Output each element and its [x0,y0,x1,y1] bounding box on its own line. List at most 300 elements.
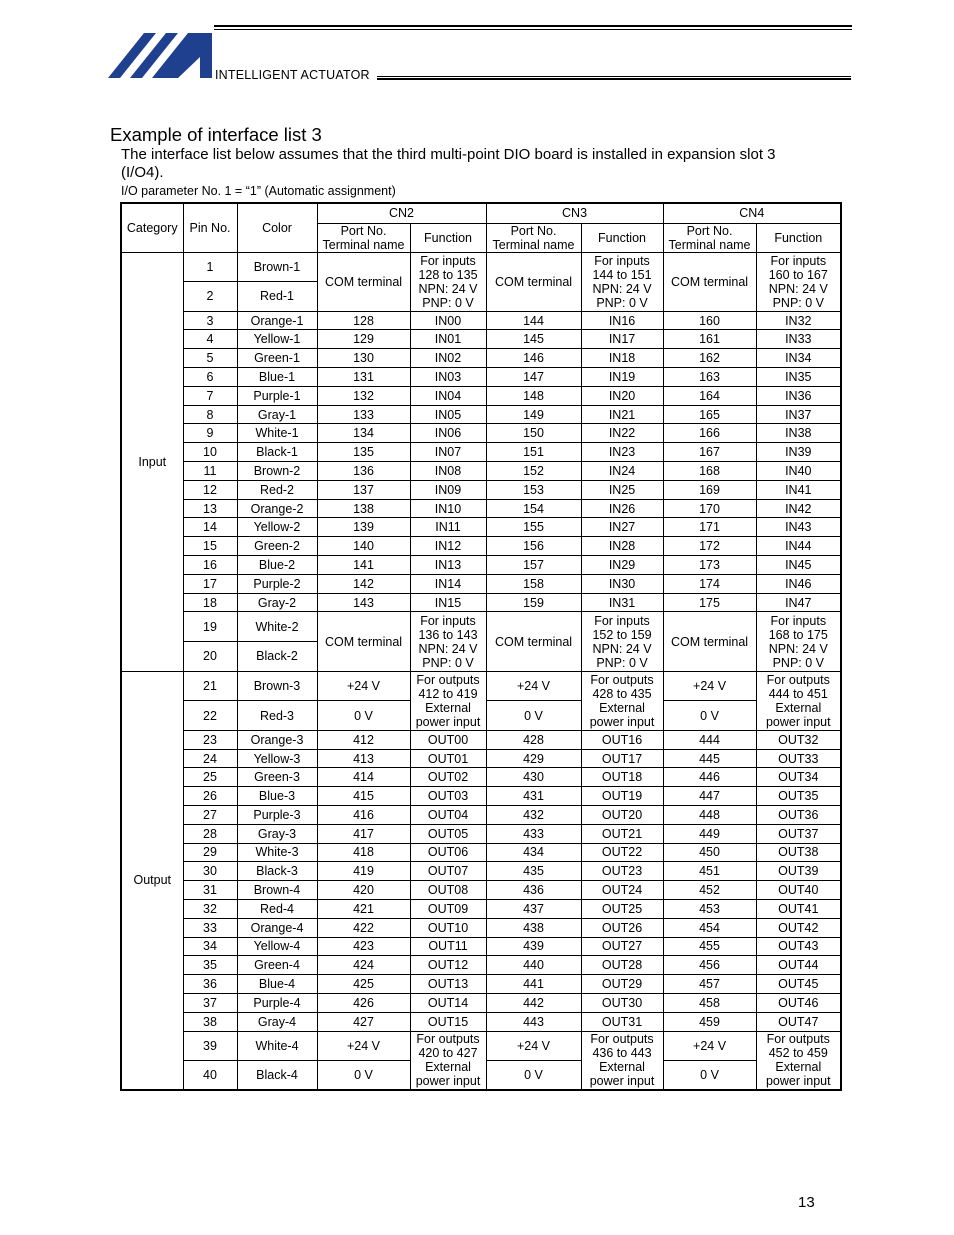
function-cell: OUT00 [410,730,486,749]
function-cell: IN37 [756,405,841,424]
interface-table-body [121,203,841,1090]
color-cell: Yellow-2 [237,518,317,537]
port-cell: 432 [486,806,581,825]
table-row [121,956,841,975]
port-cell: 416 [317,806,410,825]
function-cell: For inputs 160 to 167 NPN: 24 V PNP: 0 V [756,252,841,311]
table-row [121,593,841,612]
color-cell: Black-2 [237,642,317,672]
color-cell: Yellow-1 [237,330,317,349]
function-cell: OUT06 [410,843,486,862]
color-cell: Green-2 [237,537,317,556]
function-cell: OUT41 [756,899,841,918]
color-cell: Green-3 [237,768,317,787]
color-cell: Blue-1 [237,368,317,387]
pin-cell: 5 [183,349,237,368]
table-row [121,749,841,768]
port-cell: 157 [486,556,581,575]
port-cell: 133 [317,405,410,424]
function-cell: IN14 [410,574,486,593]
port-cell: 150 [486,424,581,443]
port-cell: 131 [317,368,410,387]
color-cell: Gray-4 [237,1012,317,1031]
table-row [121,612,841,642]
function-cell: IN18 [581,349,663,368]
function-cell: IN26 [581,499,663,518]
color-cell: Purple-4 [237,993,317,1012]
port-cell: 139 [317,518,410,537]
function-cell: OUT27 [581,937,663,956]
color-cell: White-4 [237,1031,317,1061]
port-cell: COM terminal [663,252,756,311]
port-cell: 175 [663,593,756,612]
port-cell: 420 [317,881,410,900]
color-cell: Black-4 [237,1061,317,1091]
color-cell: Purple-1 [237,386,317,405]
port-cell: 0 V [486,701,581,731]
function-cell: IN43 [756,518,841,537]
pin-cell: 34 [183,937,237,956]
color-cell: Orange-1 [237,311,317,330]
pin-cell: 24 [183,749,237,768]
port-cell: 443 [486,1012,581,1031]
port-cell: 458 [663,993,756,1012]
port-cell: 141 [317,556,410,575]
interface-table [120,202,842,1091]
port-cell: 426 [317,993,410,1012]
function-cell: OUT24 [581,881,663,900]
function-cell: IN23 [581,443,663,462]
port-cell: 448 [663,806,756,825]
header-group-cn3: CN3 [486,203,663,223]
table-row [121,330,841,349]
function-cell: IN05 [410,405,486,424]
function-cell: OUT11 [410,937,486,956]
pin-cell: 19 [183,612,237,642]
table-row [121,671,841,701]
port-cell: 174 [663,574,756,593]
function-cell: IN01 [410,330,486,349]
function-cell: IN09 [410,480,486,499]
port-cell: 453 [663,899,756,918]
port-cell: 421 [317,899,410,918]
port-cell: 132 [317,386,410,405]
table-row [121,252,841,282]
function-cell: For inputs 136 to 143 NPN: 24 V PNP: 0 V [410,612,486,671]
port-cell: 417 [317,824,410,843]
function-cell: IN11 [410,518,486,537]
table-row [121,862,841,881]
table-row [121,405,841,424]
function-cell: OUT33 [756,749,841,768]
function-cell: OUT02 [410,768,486,787]
color-cell: Gray-2 [237,593,317,612]
color-cell: Red-1 [237,282,317,312]
pin-cell: 20 [183,642,237,672]
port-cell: 129 [317,330,410,349]
table-row [121,368,841,387]
function-cell: OUT44 [756,956,841,975]
pin-cell: 26 [183,787,237,806]
param-note: I/O parameter No. 1 = “1” (Automatic assignment) [121,184,396,198]
port-cell: 159 [486,593,581,612]
port-cell: 450 [663,843,756,862]
color-cell: Green-1 [237,349,317,368]
header-group-cn2: CN2 [317,203,486,223]
iai-logo-icon [108,33,214,78]
color-cell: Purple-3 [237,806,317,825]
port-cell: 0 V [663,1061,756,1091]
header-group-cn4: CN4 [663,203,841,223]
port-cell: 172 [663,537,756,556]
pin-cell: 3 [183,311,237,330]
port-cell: 422 [317,918,410,937]
function-cell: OUT32 [756,730,841,749]
function-cell: IN21 [581,405,663,424]
port-cell: COM terminal [317,252,410,311]
function-cell: IN45 [756,556,841,575]
port-cell: 167 [663,443,756,462]
pin-cell: 31 [183,881,237,900]
function-cell: IN39 [756,443,841,462]
header-category: Category [121,203,183,252]
pin-cell: 8 [183,405,237,424]
function-cell: OUT25 [581,899,663,918]
function-cell: OUT47 [756,1012,841,1031]
function-cell: OUT20 [581,806,663,825]
function-cell: IN12 [410,537,486,556]
pin-cell: 17 [183,574,237,593]
function-cell: OUT36 [756,806,841,825]
table-row [121,480,841,499]
port-cell: 155 [486,518,581,537]
table-row [121,556,841,575]
function-cell: OUT16 [581,730,663,749]
function-cell: IN44 [756,537,841,556]
function-cell: OUT45 [756,975,841,994]
function-cell: IN08 [410,462,486,481]
port-cell: 152 [486,462,581,481]
function-cell: For inputs 128 to 135 NPN: 24 V PNP: 0 V [410,252,486,311]
function-cell: For outputs 444 to 451 External power input [756,671,841,730]
port-cell: 446 [663,768,756,787]
port-cell: 425 [317,975,410,994]
port-cell: 442 [486,993,581,1012]
function-cell: OUT09 [410,899,486,918]
color-cell: White-2 [237,612,317,642]
port-cell: 444 [663,730,756,749]
pin-cell: 4 [183,330,237,349]
function-cell: IN24 [581,462,663,481]
port-cell: 160 [663,311,756,330]
color-cell: Red-4 [237,899,317,918]
pin-cell: 36 [183,975,237,994]
port-cell: COM terminal [663,612,756,671]
pin-cell: 9 [183,424,237,443]
port-cell: 0 V [486,1061,581,1091]
table-row [121,937,841,956]
pin-cell: 12 [183,480,237,499]
function-cell: OUT05 [410,824,486,843]
color-cell: Blue-4 [237,975,317,994]
pin-cell: 16 [183,556,237,575]
color-cell: Gray-3 [237,824,317,843]
port-cell: 452 [663,881,756,900]
pin-cell: 6 [183,368,237,387]
port-cell: COM terminal [486,252,581,311]
color-cell: Black-1 [237,443,317,462]
port-cell: COM terminal [486,612,581,671]
table-row [121,993,841,1012]
table-row [121,787,841,806]
function-cell: OUT37 [756,824,841,843]
table-row [121,386,841,405]
function-cell: IN03 [410,368,486,387]
function-cell: OUT31 [581,1012,663,1031]
port-cell: 433 [486,824,581,843]
port-cell: 435 [486,862,581,881]
function-cell: IN33 [756,330,841,349]
function-cell: For outputs 436 to 443 External power input [581,1031,663,1090]
port-cell: 156 [486,537,581,556]
pin-cell: 15 [183,537,237,556]
pin-cell: 25 [183,768,237,787]
port-cell: 166 [663,424,756,443]
port-cell: 436 [486,881,581,900]
port-cell: 144 [486,311,581,330]
color-cell: Purple-2 [237,574,317,593]
function-cell: For outputs 452 to 459 External power input [756,1031,841,1090]
function-cell: IN40 [756,462,841,481]
pin-cell: 27 [183,806,237,825]
port-cell: 429 [486,749,581,768]
table-row [121,424,841,443]
pin-cell: 18 [183,593,237,612]
color-cell: Red-2 [237,480,317,499]
header-port: Port No. Terminal name [317,223,410,252]
header-rule-top [214,25,852,27]
pin-cell: 2 [183,282,237,312]
port-cell: 171 [663,518,756,537]
function-cell: IN04 [410,386,486,405]
port-cell: 434 [486,843,581,862]
table-row [121,462,841,481]
function-cell: IN41 [756,480,841,499]
function-cell: IN25 [581,480,663,499]
function-cell: IN20 [581,386,663,405]
table-row [121,881,841,900]
function-cell: OUT18 [581,768,663,787]
pin-cell: 28 [183,824,237,843]
color-cell: Green-4 [237,956,317,975]
port-cell: 173 [663,556,756,575]
table-row [121,574,841,593]
color-cell: Yellow-4 [237,937,317,956]
header-rule-bottom [377,78,851,80]
port-cell: 162 [663,349,756,368]
color-cell: Blue-2 [237,556,317,575]
port-cell: 431 [486,787,581,806]
function-cell: OUT39 [756,862,841,881]
function-cell: IN06 [410,424,486,443]
table-row [121,918,841,937]
function-cell: OUT03 [410,787,486,806]
table-row [121,311,841,330]
pin-cell: 7 [183,386,237,405]
port-cell: 427 [317,1012,410,1031]
function-cell: IN00 [410,311,486,330]
function-cell: IN02 [410,349,486,368]
color-cell: Gray-1 [237,405,317,424]
port-cell: 158 [486,574,581,593]
port-cell: 445 [663,749,756,768]
function-cell: IN15 [410,593,486,612]
pin-cell: 39 [183,1031,237,1061]
function-cell: IN35 [756,368,841,387]
function-cell: IN19 [581,368,663,387]
function-cell: OUT38 [756,843,841,862]
function-cell: IN30 [581,574,663,593]
port-cell: 438 [486,918,581,937]
header-pin: Pin No. [183,203,237,252]
port-cell: 161 [663,330,756,349]
category-cell: Output [121,671,183,1090]
color-cell: Brown-1 [237,252,317,282]
function-cell: For inputs 152 to 159 NPN: 24 V PNP: 0 V [581,612,663,671]
port-cell: 440 [486,956,581,975]
port-cell: +24 V [486,1031,581,1061]
function-cell: OUT46 [756,993,841,1012]
color-cell: Orange-4 [237,918,317,937]
function-cell: IN47 [756,593,841,612]
function-cell: IN31 [581,593,663,612]
port-cell: 456 [663,956,756,975]
table-row [121,518,841,537]
pin-cell: 23 [183,730,237,749]
table-row [121,730,841,749]
pin-cell: 11 [183,462,237,481]
port-cell: 437 [486,899,581,918]
function-cell: OUT43 [756,937,841,956]
function-cell: OUT01 [410,749,486,768]
port-cell: 423 [317,937,410,956]
table-row [121,1031,841,1061]
header-function: Function [756,223,841,252]
function-cell: IN16 [581,311,663,330]
function-cell: For inputs 168 to 175 NPN: 24 V PNP: 0 V [756,612,841,671]
color-cell: Orange-3 [237,730,317,749]
function-cell: IN42 [756,499,841,518]
function-cell: OUT42 [756,918,841,937]
port-cell: 154 [486,499,581,518]
port-cell: 418 [317,843,410,862]
function-cell: OUT35 [756,787,841,806]
pin-cell: 10 [183,443,237,462]
function-cell: OUT23 [581,862,663,881]
table-row [121,499,841,518]
color-cell: Brown-2 [237,462,317,481]
function-cell: OUT19 [581,787,663,806]
header-color: Color [237,203,317,252]
port-cell: COM terminal [317,612,410,671]
port-cell: 143 [317,593,410,612]
port-cell: 0 V [317,1061,410,1091]
port-cell: 136 [317,462,410,481]
function-cell: IN22 [581,424,663,443]
port-cell: 419 [317,862,410,881]
pin-cell: 21 [183,671,237,701]
pin-cell: 32 [183,899,237,918]
pin-cell: 40 [183,1061,237,1091]
function-cell: OUT28 [581,956,663,975]
table-row [121,537,841,556]
port-cell: +24 V [663,671,756,701]
port-cell: 149 [486,405,581,424]
port-cell: 447 [663,787,756,806]
intro-text: The interface list below assumes that the third multi-point DIO board is installed in expansion slot 3 (I/O4). [121,146,776,181]
function-cell: IN10 [410,499,486,518]
function-cell: OUT17 [581,749,663,768]
function-cell: For outputs 412 to 419 External power input [410,671,486,730]
color-cell: Brown-4 [237,881,317,900]
function-cell: IN13 [410,556,486,575]
port-cell: 0 V [317,701,410,731]
port-cell: 449 [663,824,756,843]
function-cell: OUT26 [581,918,663,937]
port-cell: 151 [486,443,581,462]
function-cell: OUT14 [410,993,486,1012]
port-cell: +24 V [317,1031,410,1061]
function-cell: OUT21 [581,824,663,843]
port-cell: 424 [317,956,410,975]
function-cell: OUT40 [756,881,841,900]
function-cell: OUT29 [581,975,663,994]
function-cell: IN17 [581,330,663,349]
function-cell: IN29 [581,556,663,575]
port-cell: 0 V [663,701,756,731]
port-cell: 454 [663,918,756,937]
pin-cell: 37 [183,993,237,1012]
port-cell: 441 [486,975,581,994]
function-cell: IN36 [756,386,841,405]
port-cell: 163 [663,368,756,387]
section-title: Example of interface list 3 [110,124,322,145]
function-cell: IN46 [756,574,841,593]
port-cell: 130 [317,349,410,368]
color-cell: White-3 [237,843,317,862]
function-cell: IN34 [756,349,841,368]
function-cell: OUT08 [410,881,486,900]
color-cell: Brown-3 [237,671,317,701]
table-row [121,899,841,918]
function-cell: IN38 [756,424,841,443]
header-rule-top-thin [214,29,852,30]
port-cell: 168 [663,462,756,481]
table-row [121,843,841,862]
pin-cell: 38 [183,1012,237,1031]
table-row [121,349,841,368]
port-cell: +24 V [317,671,410,701]
function-cell: OUT04 [410,806,486,825]
header-row [121,203,841,223]
port-cell: 128 [317,311,410,330]
port-cell: 414 [317,768,410,787]
color-cell: White-1 [237,424,317,443]
function-cell: OUT30 [581,993,663,1012]
pin-cell: 29 [183,843,237,862]
color-cell: Black-3 [237,862,317,881]
port-cell: 164 [663,386,756,405]
